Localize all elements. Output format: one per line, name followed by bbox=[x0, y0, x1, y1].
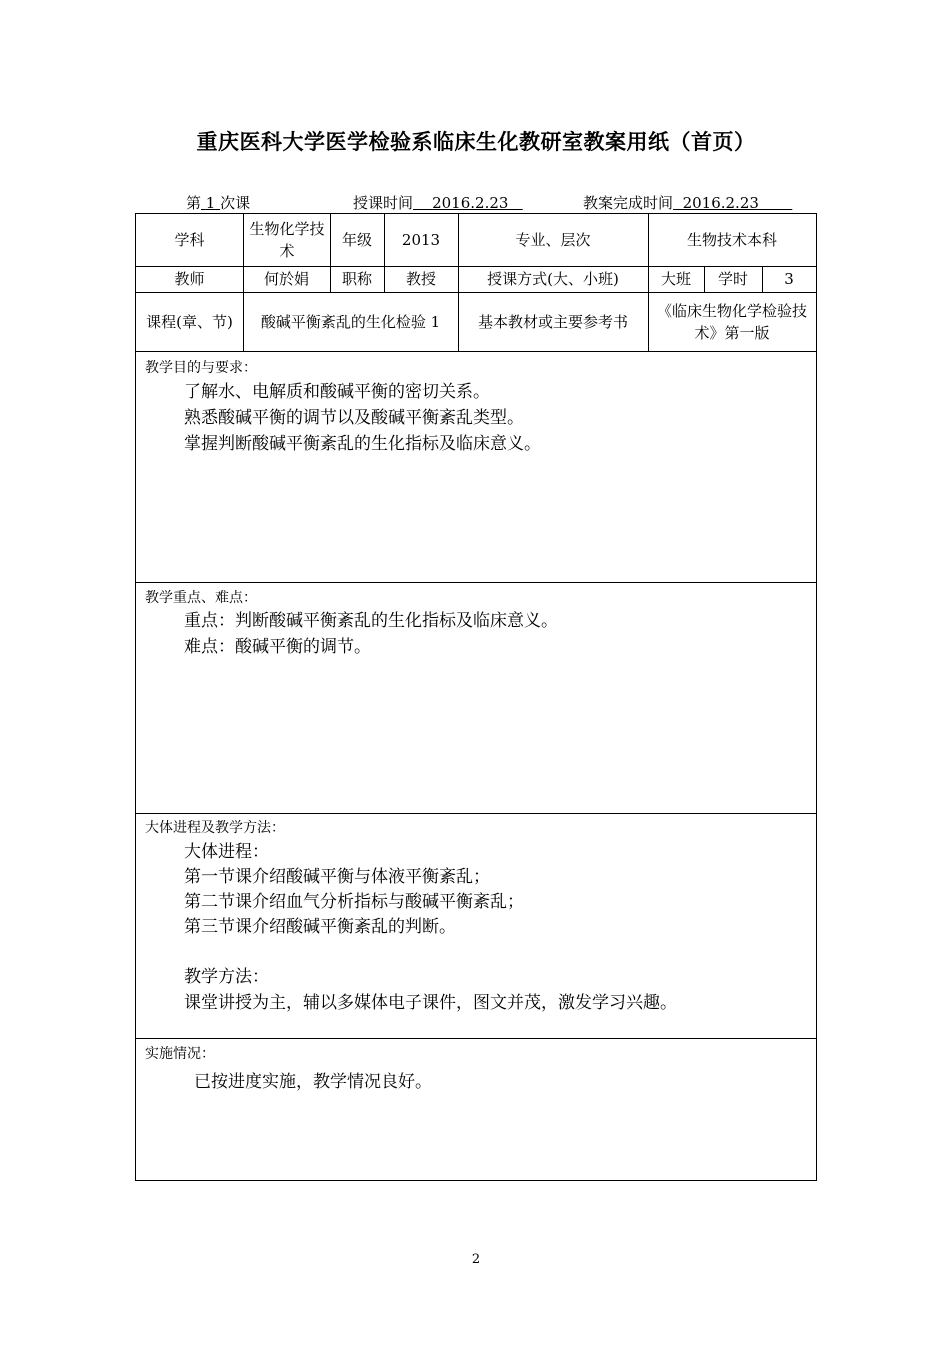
implementation-heading: 实施情况： bbox=[145, 1046, 215, 1062]
rank-value: 教授 bbox=[405, 270, 436, 288]
complete-time-value: 2016.2.23 bbox=[682, 194, 759, 212]
grade-label: 年级 bbox=[341, 231, 372, 249]
objective-line: 掌握判断酸碱平衡紊乱的生化指标及临床意义。 bbox=[184, 434, 541, 454]
rank-label: 职称 bbox=[341, 270, 372, 288]
teach-time-value: 2016.2.23 bbox=[432, 194, 509, 212]
complete-time-label: 教案完成时间 bbox=[583, 194, 674, 212]
subject-value: 生物化学技术 bbox=[249, 220, 325, 260]
objective-line: 了解水、电解质和酸碱平衡的密切关系。 bbox=[184, 382, 490, 402]
lesson-no-value: 1 bbox=[205, 194, 216, 212]
teach-time-label: 授课时间 bbox=[353, 194, 414, 212]
lesson-prefix: 第 bbox=[186, 194, 202, 212]
book-label: 基本教材或主要参考书 bbox=[477, 312, 628, 331]
progress-line: 第二节课介绍血气分析指标与酸碱平衡紊乱； bbox=[184, 892, 524, 912]
mode-label: 授课方式(大、小班) bbox=[487, 270, 619, 288]
objectives-heading: 教学目的与要求： bbox=[145, 360, 257, 376]
row-divider bbox=[136, 1038, 816, 1039]
book-value: 《临床生物化学检验技术》第一版 bbox=[656, 301, 807, 342]
lesson-suffix: 次课 bbox=[220, 194, 251, 212]
teacher-label: 教师 bbox=[174, 270, 205, 288]
progress-line: 第一节课介绍酸碱平衡与体液平衡紊乱； bbox=[184, 867, 490, 887]
row-divider bbox=[136, 351, 816, 352]
complete-time bbox=[583, 192, 792, 213]
page-number: 2 bbox=[471, 1252, 481, 1267]
course-value: 酸碱平衡紊乱的生化检验 1 bbox=[260, 312, 441, 331]
lesson-number bbox=[186, 192, 250, 213]
progress-line: 课堂讲授为主，辅以多媒体电子课件，图文并茂，激发学习兴趣。 bbox=[184, 993, 677, 1013]
hours-value: 3 bbox=[784, 270, 794, 288]
key-point-line: 难点：酸碱平衡的调节。 bbox=[184, 637, 371, 657]
major-label: 专业、层次 bbox=[515, 231, 591, 249]
progress-heading: 大体进程及教学方法： bbox=[145, 820, 285, 836]
lesson-plan-table bbox=[135, 213, 817, 1181]
row-divider bbox=[136, 813, 816, 814]
key-points-heading: 教学重点、难点： bbox=[145, 590, 257, 606]
mode-value: 大班 bbox=[660, 270, 691, 288]
major-value: 生物技术本科 bbox=[686, 231, 777, 249]
objective-line: 熟悉酸碱平衡的调节以及酸碱平衡紊乱类型。 bbox=[184, 408, 524, 428]
progress-line: 大体进程： bbox=[184, 842, 269, 862]
teacher-value: 何於娟 bbox=[263, 270, 309, 288]
teach-time bbox=[353, 192, 523, 213]
hours-label: 学时 bbox=[717, 270, 748, 288]
page-title: 重庆医科大学医学检验系临床生化教研室教案用纸（首页） bbox=[196, 130, 756, 154]
grade-value: 2013 bbox=[401, 231, 441, 249]
course-label: 课程(章、节) bbox=[146, 312, 233, 331]
progress-line: 第三节课介绍酸碱平衡紊乱的判断。 bbox=[184, 917, 456, 937]
progress-line: 教学方法： bbox=[184, 967, 269, 987]
row-divider bbox=[136, 582, 816, 583]
key-point-line: 重点：判断酸碱平衡紊乱的生化指标及临床意义。 bbox=[184, 611, 558, 631]
subject-label: 学科 bbox=[174, 231, 205, 249]
implementation-line: 已按进度实施，教学情况良好。 bbox=[194, 1072, 432, 1092]
